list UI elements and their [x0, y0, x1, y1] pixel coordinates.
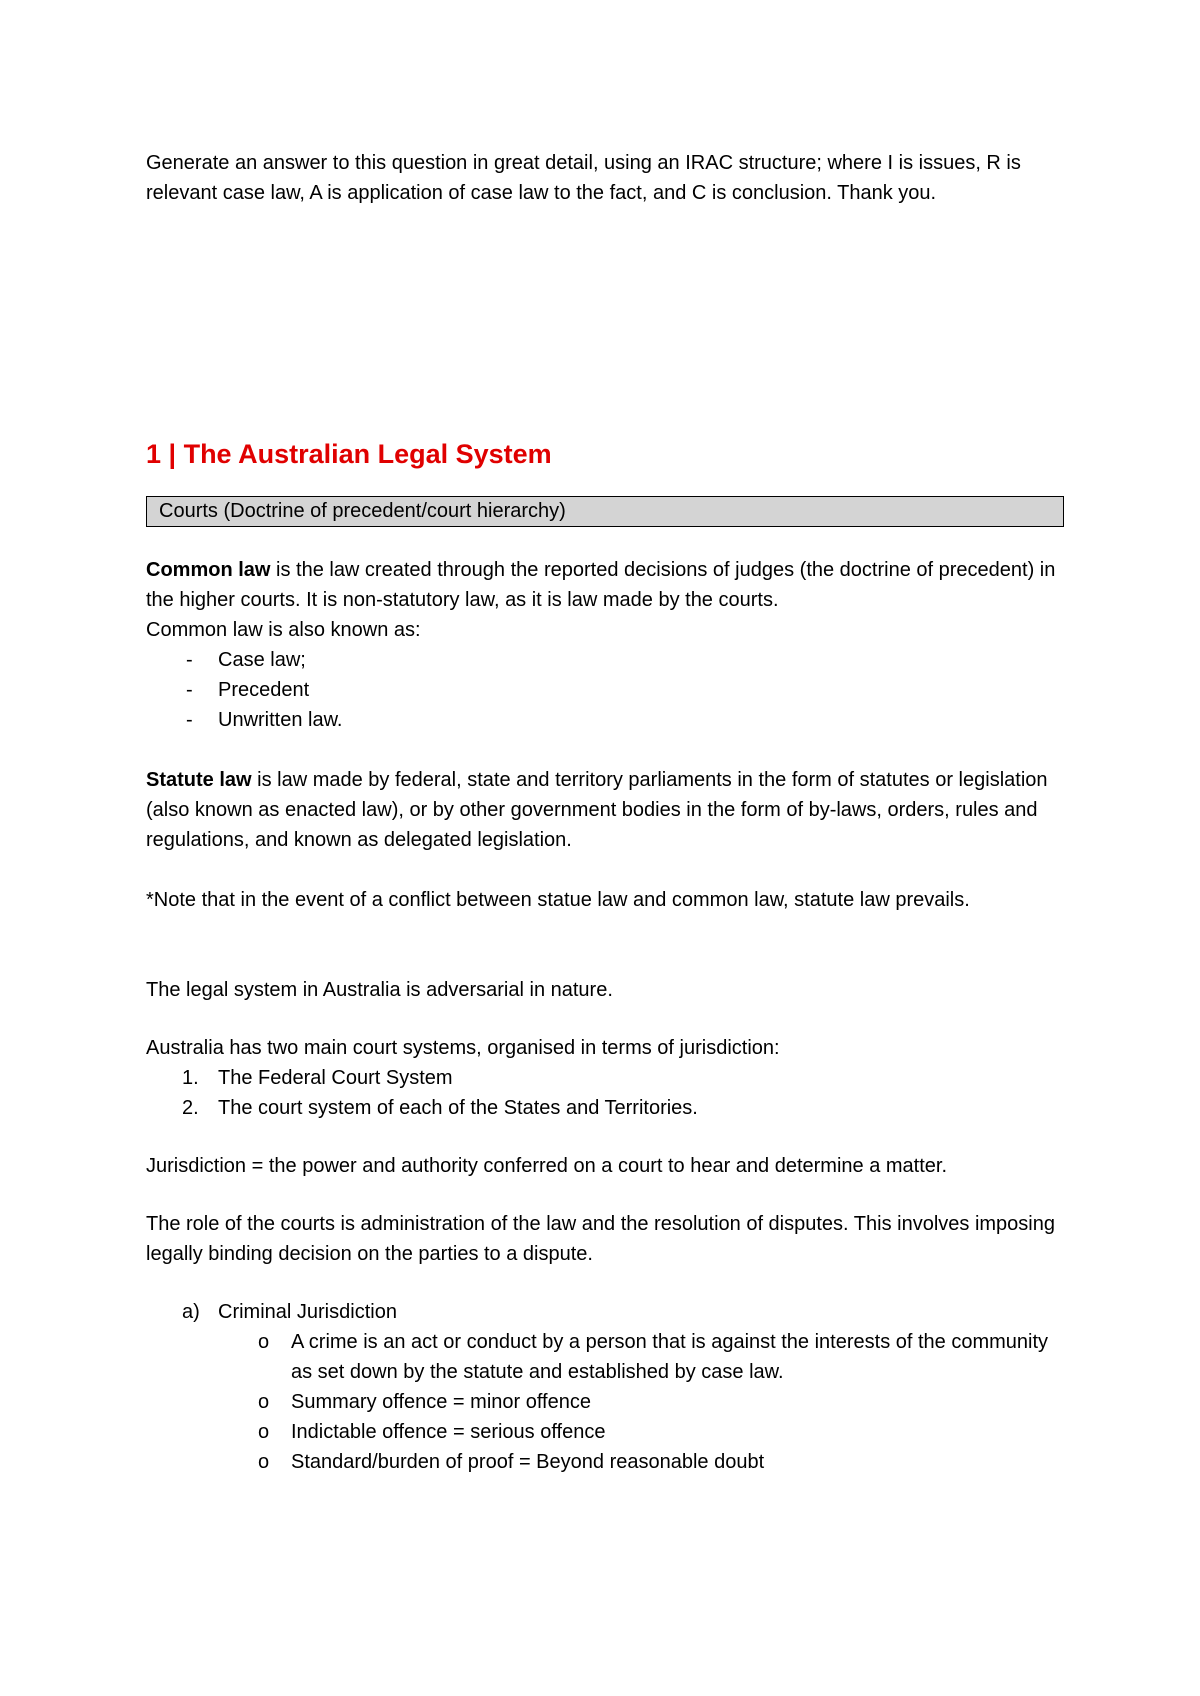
spacer: [146, 208, 1066, 434]
spacer: [146, 474, 1066, 496]
circle-bullet-icon: o: [258, 1421, 270, 1443]
note-paragraph: *Note that in the event of a conflict between statue law and common law, statute law prevails.: [146, 889, 970, 911]
list-item: [146, 1327, 1066, 1387]
spacer: [146, 735, 1066, 765]
dash-marker: -: [186, 649, 193, 671]
number-marker: 2.: [182, 1097, 199, 1119]
list-item: [146, 1297, 1066, 1327]
spacer: [146, 1181, 1066, 1209]
statute-law-definition: is law made by federal, state and territory parliaments in the form of statutes or legislation (also known as enacted law), or by other government bodies in the form of by-laws, orders, rules and regulations, and known as delegated legislation.: [146, 769, 1048, 851]
common-law-aka-list: [146, 645, 1066, 735]
list-item-text: Standard/burden of proof = Beyond reasonable doubt: [291, 1451, 765, 1473]
statute-law-paragraph: [146, 765, 1066, 855]
common-law-term: Common law: [146, 559, 271, 581]
list-item: [146, 1063, 1066, 1093]
list-item-text: Precedent: [218, 679, 310, 701]
circle-bullet-icon: o: [258, 1451, 270, 1473]
common-law-aka: Common law is also known as:: [146, 619, 421, 641]
spacer: [146, 915, 1066, 945]
spacer: [146, 855, 1066, 885]
spacer: [146, 527, 1066, 555]
common-law-definition: is the law created through the reported decisions of judges (the doctrine of precedent) in the higher courts. It is non-statutory law, as it is law made by the courts.: [146, 559, 1056, 611]
adversarial-paragraph: The legal system in Australia is adversarial in nature.: [146, 979, 613, 1001]
statute-law-term: Statute law: [146, 769, 252, 791]
dash-marker: -: [186, 709, 193, 731]
role-paragraph: The role of the courts is administration of the law and the resolution of disputes. This involves imposing legally binding decision on the parties to a dispute.: [146, 1213, 1055, 1265]
list-item-text: Unwritten law.: [218, 709, 343, 731]
section-heading: 1 | The Australian Legal System: [146, 439, 552, 469]
dash-marker: -: [186, 679, 193, 701]
list-item: [146, 1093, 1066, 1123]
spacer: [146, 1005, 1066, 1033]
intro-paragraph: Generate an answer to this question in great detail, using an IRAC structure; where I is issues, R is relevant case law, A is application of case law to the fact, and C is conclusion. Thank you.: [146, 152, 1021, 204]
list-item: [146, 675, 1066, 705]
list-item: [146, 1387, 1066, 1417]
list-item-text: A crime is an act or conduct by a person that is against the interests of the community as set down by the statute and established by case law.: [291, 1331, 1049, 1383]
list-item: [146, 1447, 1066, 1477]
number-marker: 1.: [182, 1067, 199, 1089]
section-title-label: Courts (Doctrine of precedent/court hierarchy): [159, 500, 566, 522]
criminal-jurisdiction-title: Criminal Jurisdiction: [218, 1301, 397, 1323]
circle-bullet-icon: o: [258, 1391, 270, 1413]
circle-bullet-icon: o: [258, 1331, 270, 1353]
court-systems-intro: Australia has two main court systems, organised in terms of jurisdiction:: [146, 1037, 780, 1059]
document-body: [146, 148, 1066, 1477]
jurisdiction-paragraph: Jurisdiction = the power and authority conferred on a court to hear and determine a matter.: [146, 1155, 948, 1177]
criminal-jurisdiction-points: [146, 1327, 1066, 1477]
jurisdiction-type-list: [146, 1297, 1066, 1327]
list-item: [146, 1417, 1066, 1447]
spacer: [146, 1123, 1066, 1151]
list-item-text: The Federal Court System: [218, 1067, 453, 1089]
list-item: [146, 645, 1066, 675]
common-law-paragraph: [146, 555, 1066, 615]
section-title-box: [146, 496, 1064, 527]
list-item: [146, 705, 1066, 735]
spacer: [146, 945, 1066, 975]
court-systems-list: [146, 1063, 1066, 1123]
list-item-text: Summary offence = minor offence: [291, 1391, 591, 1413]
alpha-marker: a): [182, 1301, 200, 1323]
list-item-text: Case law;: [218, 649, 306, 671]
spacer: [146, 1269, 1066, 1297]
list-item-text: The court system of each of the States and Territories.: [218, 1097, 698, 1119]
list-item-text: Indictable offence = serious offence: [291, 1421, 606, 1443]
